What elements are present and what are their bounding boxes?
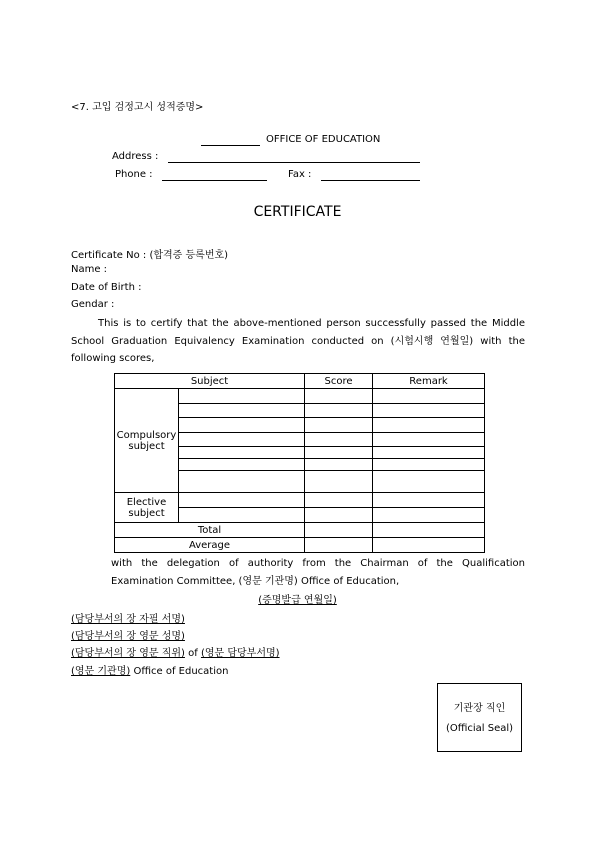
table-cell: [305, 471, 373, 493]
remark-header: Remark: [373, 374, 485, 389]
score-header: Score: [305, 374, 373, 389]
office-of-education-text: Office of Education: [130, 666, 229, 677]
address-blank: [168, 162, 420, 163]
official-seal-box: [437, 683, 522, 752]
table-cell: [179, 493, 305, 508]
body-paragraph: This is to certify that the above-mentioned person successfully passed the Middle School Graduation Equivalency Examination conducted on (시험시행 연월일) with the following scores,: [71, 318, 525, 364]
signatory-position-line: [71, 644, 280, 659]
office-name-blank: [201, 145, 260, 146]
of-text: of: [184, 648, 201, 659]
scores-table: [114, 373, 485, 553]
table-cell: [305, 447, 373, 459]
table-cell: [373, 459, 485, 471]
table-cell: [305, 523, 373, 538]
table-cell: [179, 508, 305, 523]
signatory-name-line: (담당부서의 장 영문 성명): [71, 631, 185, 642]
table-cell: [305, 508, 373, 523]
address-label: Address :: [112, 151, 159, 162]
table-cell: [305, 493, 373, 508]
total-label: Total: [115, 523, 305, 538]
fax-label: Fax :: [288, 169, 312, 180]
table-cell: [373, 447, 485, 459]
name-field: Name :: [71, 264, 108, 275]
certificate-no-field: Certificate No : (합격증 등록번호): [71, 250, 229, 261]
table-cell: [305, 459, 373, 471]
office-of-education-label: OFFICE OF EDUCATION: [266, 134, 381, 145]
institution-name: (영문 기관명): [71, 666, 131, 677]
certificate-title: CERTIFICATE: [253, 204, 342, 220]
subject-header: Subject: [115, 374, 305, 389]
table-cell: [305, 418, 373, 433]
institution-line: [71, 662, 228, 677]
seal-korean-label: 기관장 직인: [453, 703, 506, 714]
seal-english-label: (Official Seal): [445, 723, 514, 734]
table-cell: [373, 389, 485, 404]
department-name: (영문 담당부서명): [200, 648, 280, 659]
table-cell: [373, 493, 485, 508]
compulsory-subject-label: Compulsory subject: [115, 389, 179, 493]
issue-date: (증명발급 연월일): [258, 595, 337, 606]
table-cell: [179, 447, 305, 459]
average-label: Average: [115, 538, 305, 553]
delegation-paragraph: with the delegation of authority from the Chairman of the Qualification Examination Committee, (영문 기관명) Office of Education,: [111, 558, 525, 587]
table-cell: [305, 433, 373, 447]
gender-field: Gendar :: [71, 299, 115, 310]
table-cell: [373, 523, 485, 538]
table-cell: [179, 404, 305, 418]
table-cell: [373, 433, 485, 447]
signatory-position: (담당부서의 장 영문 직위): [71, 648, 185, 659]
phone-label: Phone :: [115, 169, 153, 180]
table-cell: [179, 418, 305, 433]
date-of-birth-field: Date of Birth :: [71, 282, 142, 293]
table-cell: [305, 389, 373, 404]
table-cell: [305, 538, 373, 553]
signature-line: (담당부서의 장 자필 서명): [71, 614, 185, 625]
section-title: <7. 고입 검정고시 성적증명>: [71, 102, 204, 113]
table-cell: [179, 389, 305, 404]
table-cell: [373, 538, 485, 553]
phone-blank: [162, 180, 267, 181]
table-cell: [179, 459, 305, 471]
table-cell: [305, 404, 373, 418]
elective-subject-label: Elective subject: [115, 493, 179, 523]
table-cell: [373, 404, 485, 418]
table-cell: [373, 418, 485, 433]
table-cell: [373, 508, 485, 523]
table-cell: [373, 471, 485, 493]
fax-blank: [321, 180, 420, 181]
table-cell: [179, 433, 305, 447]
table-cell: [179, 471, 305, 493]
